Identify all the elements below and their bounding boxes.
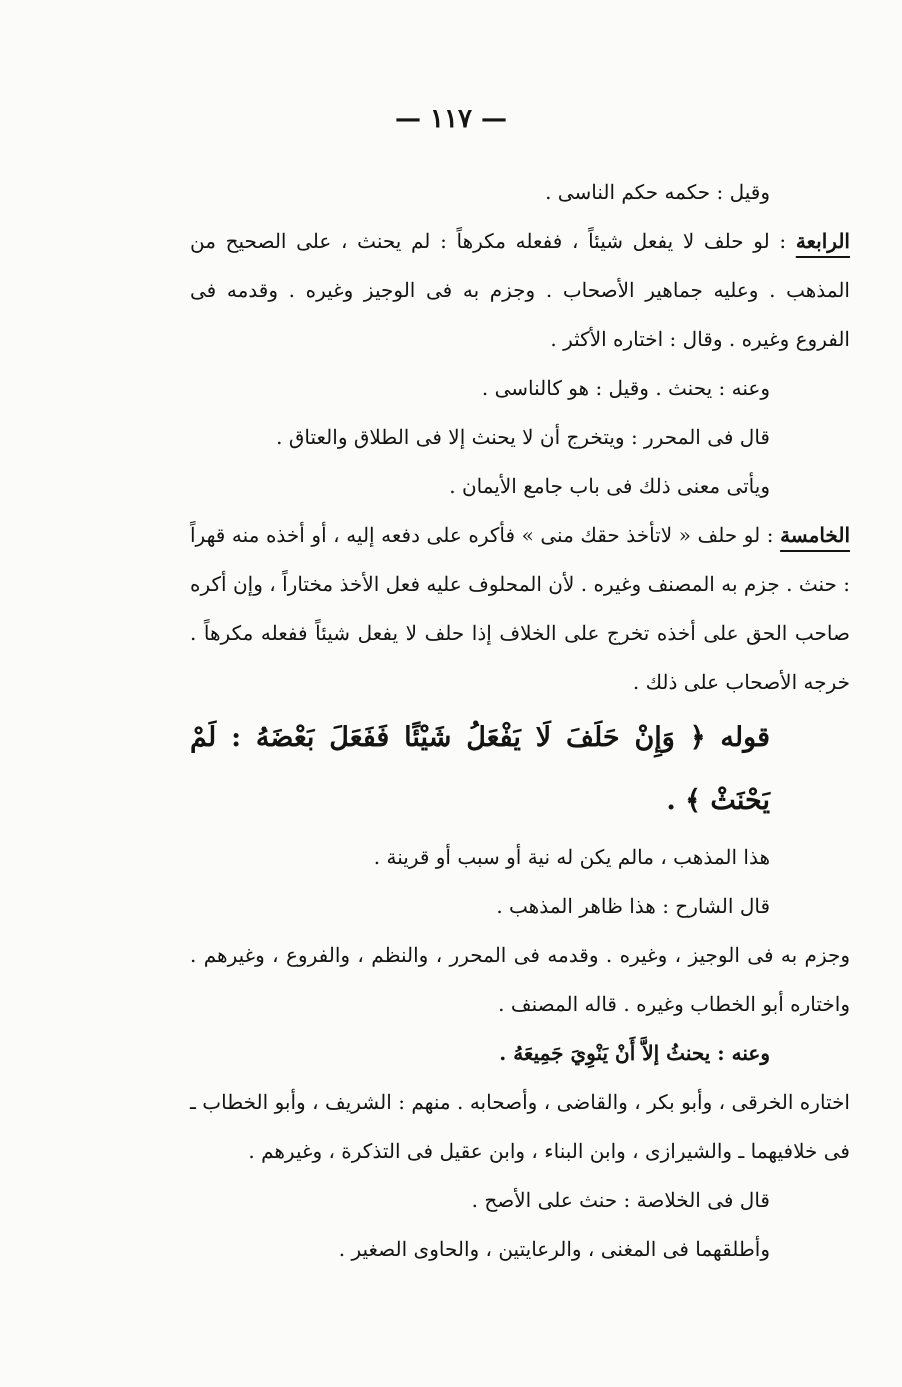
vocalized-paragraph bbox=[190, 1029, 850, 1078]
paragraph: ويأتى معنى ذلك فى باب جامع الأيمان . bbox=[449, 474, 770, 498]
paragraph-text: : لو حلف لا يفعل شيئاً ، ففعله مكرهاً : لم يحنث ، على الصحيح من المذهب . وعليه جماهير الأصحاب . وجزم به فى الوجيز وغيره . وقدمه فى الفروع وغيره . وقال : اختاره الأكثر . bbox=[190, 229, 850, 351]
paragraph: قال الشارح : هذا ظاهر المذهب . bbox=[496, 894, 770, 918]
paragraph: قال فى المحرر : ويتخرج أن لا يحنث إلا فى الطلاق والعتاق . bbox=[276, 425, 770, 449]
paragraph: وجزم به فى الوجيز ، وغيره . وقدمه فى المحرر ، والنظم ، والفروع ، وغيرهم . واختاره أبو الخطاب وغيره . قاله المصنف . bbox=[190, 943, 850, 1016]
paragraph: اختاره الخرقى ، وأبو بكر ، والقاضى ، وأصحابه . منهم : الشريف ، وأبو الخطاب ـ فى خلافيهما ـ والشيرازى ، وابن البناء ، وابن عقيل فى التذكرة ، وغيرهم . bbox=[190, 1090, 850, 1163]
paragraph: قال فى الخلاصة : حنث على الأصح . bbox=[471, 1188, 770, 1212]
section-label: الخامسة bbox=[780, 523, 850, 547]
vocalized-text: وعنه : يحنثُ إلاَّ أَنْ يَنْوِيَ جَمِيعَهُ . bbox=[499, 1041, 770, 1065]
quran-verse-text: قوله ﴿ وَإِنْ حَلَفَ لَا يَفْعَلُ شَيْئًا فَفَعَلَ بَعْضَهُ : لَمْ يَحْنَثْ ﴾ . bbox=[190, 722, 770, 816]
paragraph: وأطلقهما فى المغنى ، والرعايتين ، والحاوى الصغير . bbox=[338, 1237, 770, 1261]
page-number: — ١١٧ — bbox=[394, 104, 508, 134]
body-text bbox=[190, 168, 850, 1274]
paragraph bbox=[190, 217, 850, 364]
paragraph: وعنه : يحنث . وقيل : هو كالناسى . bbox=[481, 376, 770, 400]
paragraph-text: : لو حلف « لاتأخذ حقك منى » فأكره على دفعه إليه ، أو أخذه منه قهراً : حنث . جزم به المصنف وغيره . لأن المحلوف عليه فعل الأخذ مختاراً ، وإن أكره صاحب الحق على أخذه تخرج على الخلاف إذا حلف لا يفعل شيئاً ففعله مكرهاً . خرجه الأصحاب على ذلك . bbox=[190, 523, 850, 694]
paragraph: وقيل : حكمه حكم الناسى . bbox=[545, 180, 770, 204]
paragraph bbox=[190, 511, 850, 707]
section-label: الرابعة bbox=[795, 229, 850, 253]
paragraph: هذا المذهب ، مالم يكن له نية أو سبب أو قرينة . bbox=[373, 845, 770, 869]
quran-verse-line bbox=[190, 707, 850, 833]
